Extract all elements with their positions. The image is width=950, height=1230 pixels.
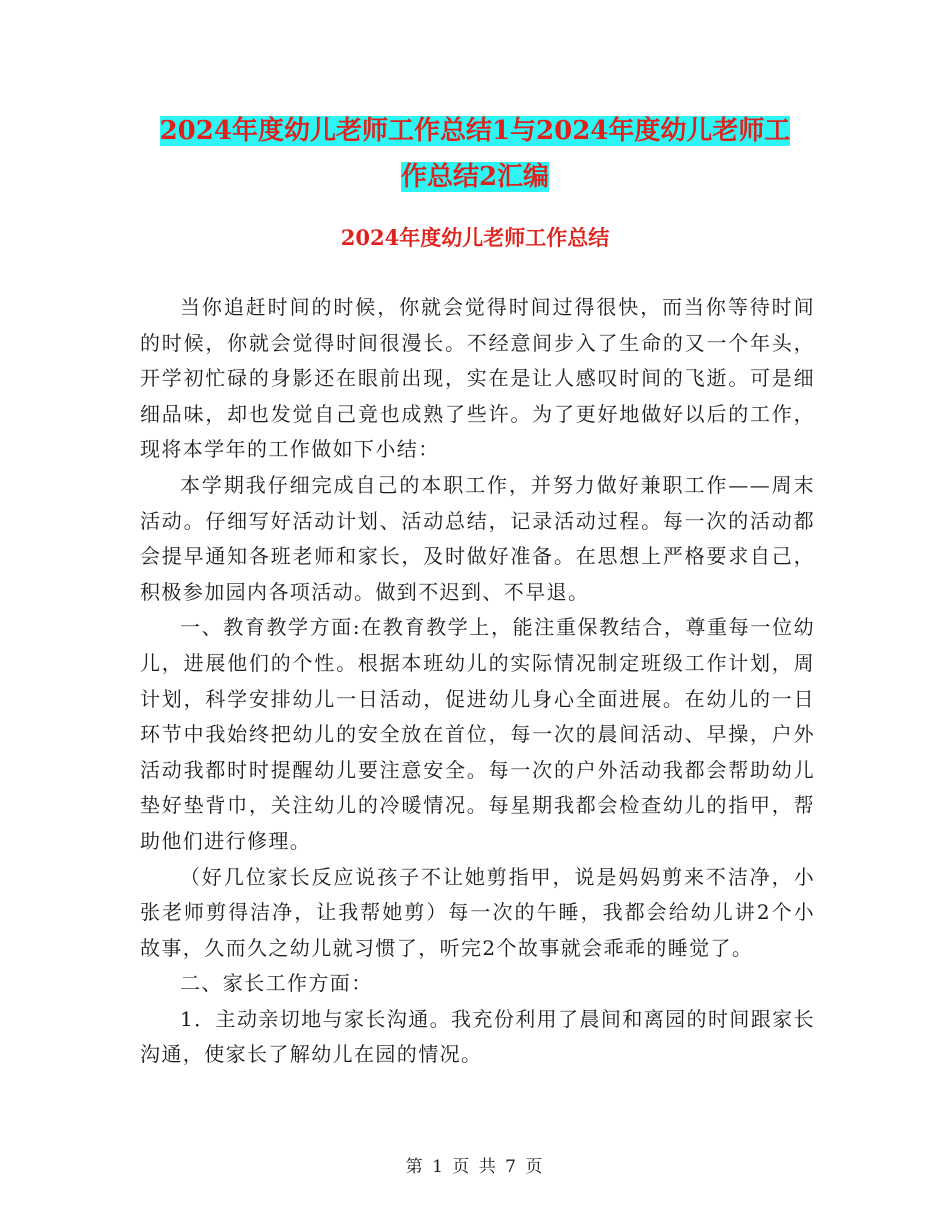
paragraph-parents-communication: 1．主动亲切地与家长沟通。我充份利用了晨间和离园的时间跟家长沟通，使家长了解幼儿在园的情况。 bbox=[140, 1006, 815, 1067]
document-title-line1: 2024年度幼儿老师工作总结1与2024年度幼儿老师工 bbox=[159, 116, 791, 146]
page-footer: 第 1 页 共 7 页 bbox=[405, 1157, 545, 1177]
document-title-line2: 作总结2汇编 bbox=[400, 162, 550, 192]
paragraph-nail-trimming: （好几位家长反应说孩子不让她剪指甲，说是妈妈剪来不洁净，小张老师剪得洁净，让我帮她剪）每一次的午睡，我都会给幼儿讲2个小故事，久而久之幼儿就习惯了，听完2个故事就会乖乖的睡觉了。 bbox=[140, 864, 815, 960]
document-body bbox=[140, 290, 815, 1073]
paragraph-parents-heading: 二、家长工作方面： bbox=[180, 971, 373, 996]
paragraph-teaching: 一、教育教学方面:在教育教学上，能注重保教结合，尊重每一位幼儿，进展他们的个性。根据本班幼儿的实际情况制定班级工作计划，周计划，科学安排幼儿一日活动，促进幼儿身心全面进展。在幼儿的一日环节中我始终把幼儿的安全放在首位，每一次的晨间活动、早操，户外活动我都时时提醒幼儿要注意安全。每一次的户外活动我都会帮助幼儿垫好垫背巾，关注幼儿的冷暖情况。每星期我都会检查幼儿的指甲，帮助他们进行修理。 bbox=[140, 615, 815, 853]
section-title: 2024年度幼儿老师工作总结 bbox=[340, 225, 610, 250]
paragraph-duties: 本学期我仔细完成自己的本职工作，并努力做好兼职工作——周末活动。仔细写好活动计划、活动总结，记录活动过程。每一次的活动都会提早通知各班老师和家长，及时做好准备。在思想上严格要求自己，积极参加园内各项活动。做到不迟到、不早退。 bbox=[140, 472, 815, 604]
document-title bbox=[140, 108, 810, 200]
paragraph-intro: 当你追赶时间的时候，你就会觉得时间过得很快，而当你等待时间的时候，你就会觉得时间很漫长。不经意间步入了生命的又一个年头，开学初忙碌的身影还在眼前出现，实在是让人感叹时间的飞逝。可是细细品味，却也发觉自己竟也成熟了些许。为了更好地做好以后的工作，现将本学年的工作做如下小结： bbox=[140, 295, 815, 462]
